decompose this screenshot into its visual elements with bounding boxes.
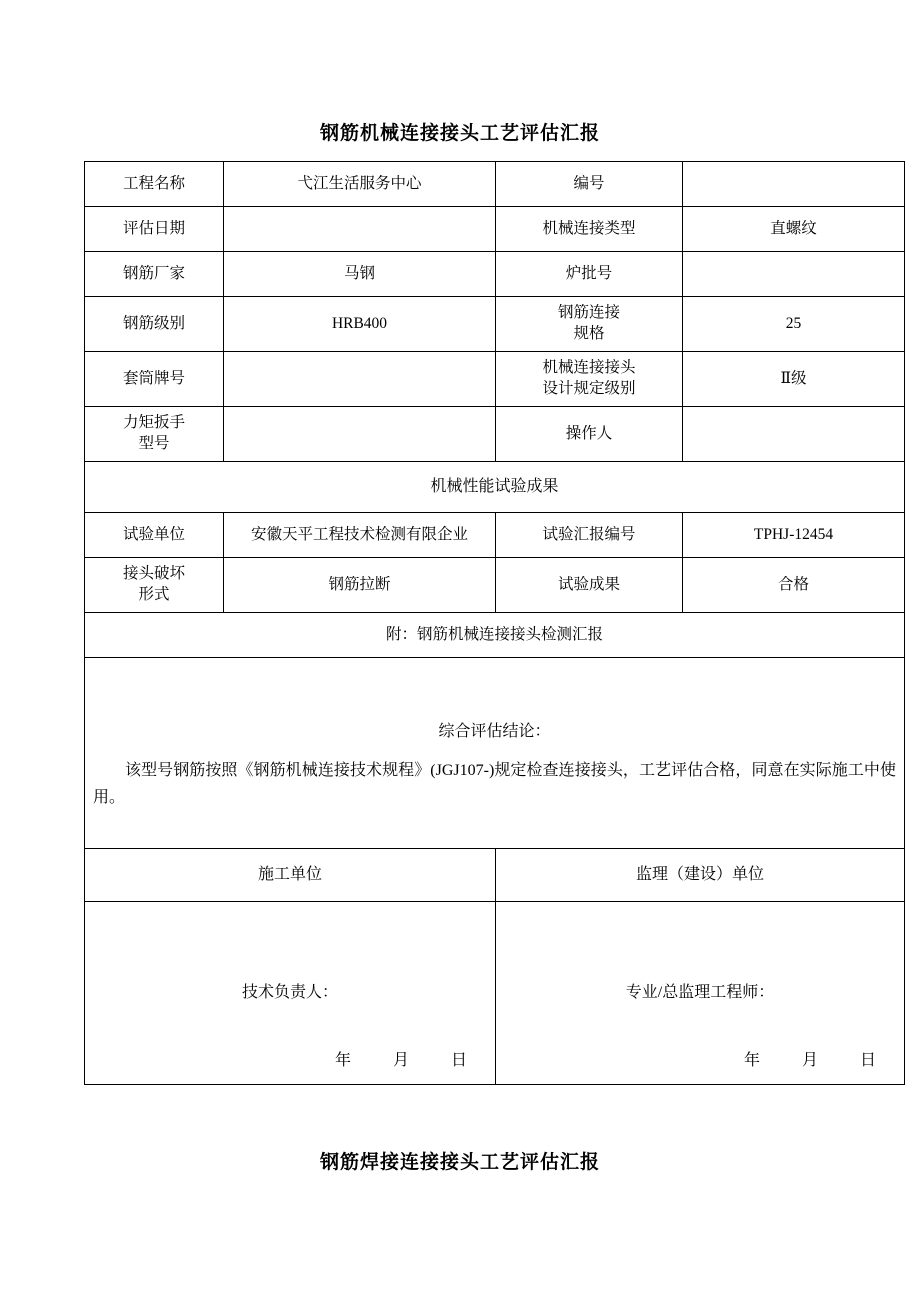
signature-header-construction: 施工单位 [85, 849, 496, 902]
table-section-header [85, 462, 905, 513]
signature-label-supervising-engineer: 专业/总监理工程师： [625, 984, 775, 1002]
row-label-connection-type: 机械连接类型 [496, 207, 683, 252]
row-label-steel-factory: 钢筋厂家 [85, 252, 224, 297]
row-label-failure-mode [85, 558, 224, 613]
row-label-torque-wrench-model-line2: 型号 [138, 435, 170, 452]
conclusion-title: 综合评估结论： [438, 722, 551, 740]
row-label-test-result: 试验成果 [496, 558, 683, 613]
row-label-number: 编号 [496, 162, 683, 207]
row-label-test-report-no: 试验汇报编号 [496, 513, 683, 558]
row-value-failure-mode[interactable]: 钢筋拉断 [224, 558, 496, 613]
row-label-heat-batch-no: 炉批号 [496, 252, 683, 297]
row-label-rebar-spec-line2: 规格 [573, 325, 605, 342]
row-value-sleeve-brand[interactable] [224, 352, 496, 407]
table-row [85, 352, 905, 407]
row-value-torque-wrench-model[interactable] [224, 407, 496, 462]
signature-label-technical-manager: 技术负责人： [241, 984, 338, 1002]
row-value-number[interactable] [683, 162, 905, 207]
table-row [85, 162, 905, 207]
table-row [85, 297, 905, 352]
attachment-note: 附：钢筋机械连接接头检测汇报 [85, 613, 905, 658]
row-label-sleeve-brand: 套筒牌号 [85, 352, 224, 407]
date-line-supervision [710, 1050, 878, 1072]
row-label-joint-design-grade [496, 352, 683, 407]
date-day-construction: 日 [450, 1052, 469, 1070]
signature-block-supervision[interactable] [496, 902, 905, 1085]
row-label-rebar-spec [496, 297, 683, 352]
row-value-test-result[interactable]: 合格 [683, 558, 905, 613]
row-value-eval-date[interactable] [224, 207, 496, 252]
next-section-title: 钢筋焊接连接接头工艺评估汇报 [319, 1152, 600, 1173]
row-value-steel-grade[interactable]: HRB400 [224, 297, 496, 352]
row-label-operator: 操作人 [496, 407, 683, 462]
row-label-rebar-spec-line1: 钢筋连接 [557, 304, 620, 322]
row-value-test-report-no[interactable]: TPHJ-12454 [683, 513, 905, 558]
row-label-failure-mode-line2: 形式 [138, 586, 170, 603]
row-label-project-name: 工程名称 [85, 162, 224, 207]
row-value-connection-type[interactable]: 直螺纹 [683, 207, 905, 252]
signature-block-construction[interactable] [85, 902, 496, 1085]
row-label-test-unit: 试验单位 [85, 513, 224, 558]
table-row [85, 658, 905, 849]
date-year-construction: 年 [334, 1052, 353, 1070]
row-label-joint-design-grade-line1: 机械连接接头 [542, 359, 636, 377]
signature-header-supervision: 监理（建设）单位 [496, 849, 905, 902]
date-year-supervision: 年 [743, 1052, 762, 1070]
row-value-steel-factory[interactable]: 马钢 [224, 252, 496, 297]
row-label-torque-wrench-model [85, 407, 224, 462]
conclusion-cell [85, 658, 905, 849]
row-label-steel-grade: 钢筋级别 [85, 297, 224, 352]
row-value-heat-batch-no[interactable] [683, 252, 905, 297]
row-value-operator[interactable] [683, 407, 905, 462]
row-label-failure-mode-line1: 接头破坏 [122, 565, 185, 583]
row-label-eval-date: 评估日期 [85, 207, 224, 252]
row-value-project-name[interactable]: 弋江生活服务中心 [224, 162, 496, 207]
conclusion-body: 该型号钢筋按照《钢筋机械连接技术规程》(JGJ107-)规定检查连接接头，工艺评估合格，同意在实际施工中使用。 [93, 762, 896, 806]
table-row [85, 252, 905, 297]
table-row [85, 902, 905, 1085]
date-month-supervision: 月 [801, 1052, 820, 1070]
row-label-torque-wrench-model-line1: 力矩扳手 [122, 414, 185, 432]
table-row [85, 407, 905, 462]
section-title-mechanical-test: 机械性能试验成果 [85, 462, 905, 513]
table-row [85, 613, 905, 658]
row-value-test-unit[interactable]: 安徽天平工程技术检测有限企业 [224, 513, 496, 558]
row-label-joint-design-grade-line2: 设计规定级别 [542, 380, 636, 397]
table-row [85, 207, 905, 252]
table-row [85, 558, 905, 613]
table-row [85, 513, 905, 558]
date-month-construction: 月 [392, 1052, 411, 1070]
evaluation-table [84, 161, 905, 1085]
date-day-supervision: 日 [859, 1052, 878, 1070]
table-row [85, 849, 905, 902]
date-line-construction [301, 1050, 469, 1072]
row-value-rebar-spec[interactable]: 25 [683, 297, 905, 352]
page-title: 钢筋机械连接接头工艺评估汇报 [319, 123, 600, 144]
row-value-joint-design-grade[interactable]: Ⅱ级 [683, 352, 905, 407]
